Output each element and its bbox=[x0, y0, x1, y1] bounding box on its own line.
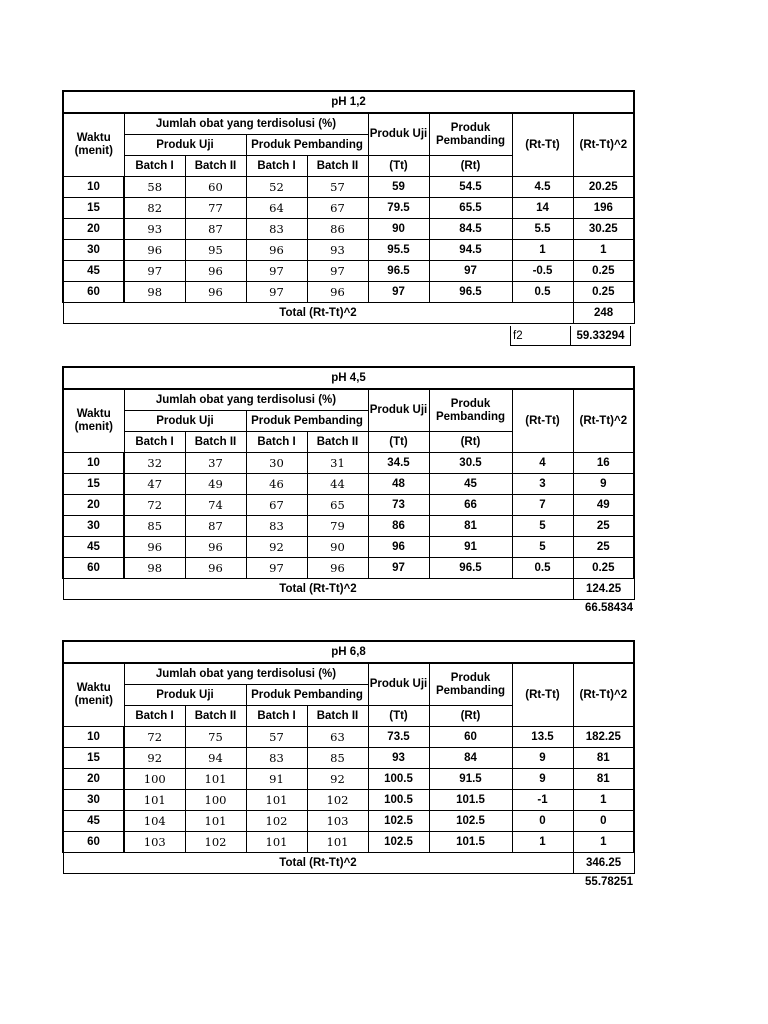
waktu-cell: 20 bbox=[63, 219, 124, 240]
dissolution-table bbox=[62, 90, 635, 324]
waktu-cell: 45 bbox=[63, 537, 124, 558]
rt-tt-cell: 0.5 bbox=[512, 558, 573, 579]
pembanding-batch-2-cell: 63 bbox=[307, 727, 368, 748]
uji-batch-2-cell: 87 bbox=[185, 219, 246, 240]
pembanding-batch-2-cell: 97 bbox=[307, 261, 368, 282]
f2-value: 55.78251 bbox=[585, 876, 633, 888]
waktu-cell: 15 bbox=[63, 198, 124, 219]
batch-2-header: Batch II bbox=[307, 156, 368, 177]
batch-1-header: Batch I bbox=[124, 156, 185, 177]
f2-value: 59.33294 bbox=[570, 326, 631, 346]
waktu-cell: 10 bbox=[63, 727, 124, 748]
pembanding-batch-2-cell: 44 bbox=[307, 474, 368, 495]
uji-batch-2-cell: 87 bbox=[185, 516, 246, 537]
pembanding-batch-2-cell: 65 bbox=[307, 495, 368, 516]
pembanding-batch-1-cell: 97 bbox=[246, 261, 307, 282]
uji-batch-1-cell: 32 bbox=[124, 453, 185, 474]
rt-tt-cell: 5.5 bbox=[512, 219, 573, 240]
rt-cell: 45 bbox=[429, 474, 512, 495]
uji-batch-1-cell: 103 bbox=[124, 832, 185, 853]
rt-tt-header: (Rt-Tt) bbox=[512, 389, 573, 453]
uji-batch-2-cell: 60 bbox=[185, 177, 246, 198]
table-row bbox=[63, 537, 634, 558]
pembanding-batch-1-cell: 52 bbox=[246, 177, 307, 198]
rt-cell: 101.5 bbox=[429, 832, 512, 853]
uji-batch-1-cell: 98 bbox=[124, 282, 185, 303]
table-ph-4-5 bbox=[62, 366, 633, 614]
f2-label: f2 bbox=[510, 326, 570, 346]
waktu-cell: 60 bbox=[63, 282, 124, 303]
produk-pembanding-header: Produk Pembanding bbox=[246, 135, 368, 156]
rt-tt-cell: -1 bbox=[512, 790, 573, 811]
uji-batch-2-cell: 77 bbox=[185, 198, 246, 219]
total-label: Total (Rt-Tt)^2 bbox=[63, 579, 573, 600]
pembanding-batch-1-cell: 91 bbox=[246, 769, 307, 790]
waktu-cell: 60 bbox=[63, 832, 124, 853]
rt-tt-cell: 1 bbox=[512, 240, 573, 261]
pembanding-batch-1-cell: 83 bbox=[246, 219, 307, 240]
rt-tt-sq-cell: 1 bbox=[573, 832, 634, 853]
tt-header: (Tt) bbox=[368, 706, 429, 727]
uji-batch-2-cell: 96 bbox=[185, 558, 246, 579]
rt-tt-header: (Rt-Tt) bbox=[512, 113, 573, 177]
tt-cell: 102.5 bbox=[368, 832, 429, 853]
rt-tt-sq-cell: 0.25 bbox=[573, 282, 634, 303]
table-title: pH 4,5 bbox=[63, 367, 634, 389]
waktu-cell: 45 bbox=[63, 811, 124, 832]
uji-batch-1-cell: 58 bbox=[124, 177, 185, 198]
rt-cell: 84 bbox=[429, 748, 512, 769]
rt-cell: 97 bbox=[429, 261, 512, 282]
pembanding-batch-2-cell: 67 bbox=[307, 198, 368, 219]
table-row bbox=[63, 727, 634, 748]
uji-batch-2-cell: 100 bbox=[185, 790, 246, 811]
rt-tt-sq-header: (Rt-Tt)^2 bbox=[573, 663, 634, 727]
rt-tt-cell: 13.5 bbox=[512, 727, 573, 748]
uji-batch-1-cell: 92 bbox=[124, 748, 185, 769]
table-row bbox=[63, 769, 634, 790]
pembanding-batch-2-cell: 102 bbox=[307, 790, 368, 811]
rt-tt-cell: 5 bbox=[512, 537, 573, 558]
pembanding-batch-2-cell: 101 bbox=[307, 832, 368, 853]
uji-batch-2-cell: 101 bbox=[185, 811, 246, 832]
uji-batch-1-cell: 96 bbox=[124, 240, 185, 261]
uji-batch-1-cell: 98 bbox=[124, 558, 185, 579]
produk-pembanding-col-header: Produk Pembanding bbox=[429, 389, 512, 432]
rt-tt-cell: 0.5 bbox=[512, 282, 573, 303]
produk-pembanding-col-header: Produk Pembanding bbox=[429, 663, 512, 706]
table-row bbox=[63, 453, 634, 474]
rt-tt-sq-cell: 30.25 bbox=[573, 219, 634, 240]
produk-pembanding-col-header: Produk Pembanding bbox=[429, 113, 512, 156]
jumlah-header: Jumlah obat yang terdisolusi (%) bbox=[124, 389, 368, 411]
pembanding-batch-1-cell: 97 bbox=[246, 282, 307, 303]
pembanding-batch-1-cell: 67 bbox=[246, 495, 307, 516]
waktu-cell: 30 bbox=[63, 790, 124, 811]
rt-tt-cell: 5 bbox=[512, 516, 573, 537]
pembanding-batch-1-cell: 46 bbox=[246, 474, 307, 495]
rt-header: (Rt) bbox=[429, 432, 512, 453]
total-value: 346.25 bbox=[573, 853, 634, 874]
waktu-cell: 30 bbox=[63, 516, 124, 537]
rt-cell: 102.5 bbox=[429, 811, 512, 832]
rt-tt-sq-header: (Rt-Tt)^2 bbox=[573, 389, 634, 453]
uji-batch-1-cell: 96 bbox=[124, 537, 185, 558]
uji-batch-2-cell: 102 bbox=[185, 832, 246, 853]
tt-cell: 100.5 bbox=[368, 769, 429, 790]
batch-2-header: Batch II bbox=[307, 432, 368, 453]
tt-header: (Tt) bbox=[368, 432, 429, 453]
dissolution-table bbox=[62, 640, 635, 874]
pembanding-batch-2-cell: 79 bbox=[307, 516, 368, 537]
uji-batch-1-cell: 72 bbox=[124, 495, 185, 516]
rt-cell: 66 bbox=[429, 495, 512, 516]
waktu-cell: 15 bbox=[63, 748, 124, 769]
tt-cell: 59 bbox=[368, 177, 429, 198]
batch-1-header: Batch I bbox=[124, 706, 185, 727]
waktu-cell: 30 bbox=[63, 240, 124, 261]
pembanding-batch-2-cell: 57 bbox=[307, 177, 368, 198]
rt-tt-cell: 1 bbox=[512, 832, 573, 853]
pembanding-batch-1-cell: 101 bbox=[246, 790, 307, 811]
rt-tt-sq-cell: 0.25 bbox=[573, 261, 634, 282]
rt-cell: 94.5 bbox=[429, 240, 512, 261]
uji-batch-2-cell: 75 bbox=[185, 727, 246, 748]
rt-tt-sq-cell: 16 bbox=[573, 453, 634, 474]
rt-tt-sq-cell: 81 bbox=[573, 769, 634, 790]
uji-batch-2-cell: 37 bbox=[185, 453, 246, 474]
rt-tt-cell: 9 bbox=[512, 748, 573, 769]
table-row bbox=[63, 495, 634, 516]
table-row bbox=[63, 748, 634, 769]
table-row bbox=[63, 198, 634, 219]
rt-tt-sq-cell: 9 bbox=[573, 474, 634, 495]
rt-cell: 91.5 bbox=[429, 769, 512, 790]
uji-batch-1-cell: 100 bbox=[124, 769, 185, 790]
uji-batch-2-cell: 96 bbox=[185, 261, 246, 282]
tt-cell: 100.5 bbox=[368, 790, 429, 811]
waktu-cell: 45 bbox=[63, 261, 124, 282]
table-row bbox=[63, 240, 634, 261]
pembanding-batch-2-cell: 85 bbox=[307, 748, 368, 769]
uji-batch-1-cell: 72 bbox=[124, 727, 185, 748]
batch-2-header: Batch II bbox=[185, 432, 246, 453]
uji-batch-1-cell: 85 bbox=[124, 516, 185, 537]
waktu-cell: 20 bbox=[63, 495, 124, 516]
rt-tt-cell: 14 bbox=[512, 198, 573, 219]
tt-cell: 97 bbox=[368, 558, 429, 579]
rt-header: (Rt) bbox=[429, 156, 512, 177]
total-value: 124.25 bbox=[573, 579, 634, 600]
rt-cell: 54.5 bbox=[429, 177, 512, 198]
waktu-header: Waktu (menit) bbox=[63, 663, 124, 727]
tt-cell: 79.5 bbox=[368, 198, 429, 219]
rt-tt-sq-cell: 20.25 bbox=[573, 177, 634, 198]
rt-cell: 60 bbox=[429, 727, 512, 748]
uji-batch-1-cell: 97 bbox=[124, 261, 185, 282]
uji-batch-2-cell: 101 bbox=[185, 769, 246, 790]
total-label: Total (Rt-Tt)^2 bbox=[63, 853, 573, 874]
pembanding-batch-1-cell: 83 bbox=[246, 748, 307, 769]
total-label: Total (Rt-Tt)^2 bbox=[63, 303, 573, 324]
rt-tt-cell: -0.5 bbox=[512, 261, 573, 282]
batch-1-header: Batch I bbox=[124, 432, 185, 453]
pembanding-batch-2-cell: 92 bbox=[307, 769, 368, 790]
rt-tt-sq-cell: 0 bbox=[573, 811, 634, 832]
tt-header: (Tt) bbox=[368, 156, 429, 177]
uji-batch-2-cell: 49 bbox=[185, 474, 246, 495]
produk-pembanding-header: Produk Pembanding bbox=[246, 685, 368, 706]
produk-uji-col-header: Produk Uji bbox=[368, 113, 429, 156]
pembanding-batch-2-cell: 86 bbox=[307, 219, 368, 240]
rt-cell: 84.5 bbox=[429, 219, 512, 240]
waktu-cell: 10 bbox=[63, 177, 124, 198]
rt-tt-cell: 4 bbox=[512, 453, 573, 474]
table-row bbox=[63, 811, 634, 832]
table-ph-1-2 bbox=[62, 90, 633, 342]
rt-tt-sq-cell: 0.25 bbox=[573, 558, 634, 579]
rt-tt-sq-cell: 49 bbox=[573, 495, 634, 516]
pembanding-batch-1-cell: 57 bbox=[246, 727, 307, 748]
pembanding-batch-1-cell: 30 bbox=[246, 453, 307, 474]
tt-cell: 90 bbox=[368, 219, 429, 240]
batch-1-header: Batch I bbox=[246, 706, 307, 727]
tt-cell: 97 bbox=[368, 282, 429, 303]
tt-cell: 34.5 bbox=[368, 453, 429, 474]
total-value: 248 bbox=[573, 303, 634, 324]
batch-1-header: Batch I bbox=[246, 156, 307, 177]
rt-tt-sq-cell: 25 bbox=[573, 516, 634, 537]
rt-tt-sq-cell: 182.25 bbox=[573, 727, 634, 748]
uji-batch-1-cell: 93 bbox=[124, 219, 185, 240]
rt-cell: 101.5 bbox=[429, 790, 512, 811]
tt-cell: 48 bbox=[368, 474, 429, 495]
pembanding-batch-1-cell: 102 bbox=[246, 811, 307, 832]
table-row bbox=[63, 282, 634, 303]
rt-tt-cell: 0 bbox=[512, 811, 573, 832]
uji-batch-1-cell: 82 bbox=[124, 198, 185, 219]
table-row bbox=[63, 832, 634, 853]
tt-cell: 73 bbox=[368, 495, 429, 516]
uji-batch-2-cell: 95 bbox=[185, 240, 246, 261]
uji-batch-1-cell: 101 bbox=[124, 790, 185, 811]
rt-cell: 96.5 bbox=[429, 558, 512, 579]
produk-uji-header: Produk Uji bbox=[124, 685, 246, 706]
rt-header: (Rt) bbox=[429, 706, 512, 727]
rt-cell: 96.5 bbox=[429, 282, 512, 303]
produk-uji-col-header: Produk Uji bbox=[368, 663, 429, 706]
dissolution-table bbox=[62, 366, 635, 600]
table-row bbox=[63, 790, 634, 811]
rt-tt-sq-cell: 25 bbox=[573, 537, 634, 558]
rt-tt-sq-header: (Rt-Tt)^2 bbox=[573, 113, 634, 177]
table-title: pH 6,8 bbox=[63, 641, 634, 663]
pembanding-batch-2-cell: 93 bbox=[307, 240, 368, 261]
rt-tt-header: (Rt-Tt) bbox=[512, 663, 573, 727]
uji-batch-2-cell: 96 bbox=[185, 282, 246, 303]
f2-row bbox=[510, 326, 633, 346]
rt-tt-sq-cell: 81 bbox=[573, 748, 634, 769]
rt-tt-sq-cell: 1 bbox=[573, 790, 634, 811]
rt-tt-sq-cell: 196 bbox=[573, 198, 634, 219]
tt-cell: 102.5 bbox=[368, 811, 429, 832]
waktu-cell: 20 bbox=[63, 769, 124, 790]
pembanding-batch-1-cell: 101 bbox=[246, 832, 307, 853]
rt-cell: 91 bbox=[429, 537, 512, 558]
uji-batch-1-cell: 104 bbox=[124, 811, 185, 832]
tt-cell: 96.5 bbox=[368, 261, 429, 282]
pembanding-batch-1-cell: 92 bbox=[246, 537, 307, 558]
tt-cell: 73.5 bbox=[368, 727, 429, 748]
pembanding-batch-1-cell: 97 bbox=[246, 558, 307, 579]
produk-pembanding-header: Produk Pembanding bbox=[246, 411, 368, 432]
table-ph-6-8 bbox=[62, 640, 633, 888]
batch-2-header: Batch II bbox=[185, 706, 246, 727]
waktu-header: Waktu (menit) bbox=[63, 389, 124, 453]
waktu-cell: 10 bbox=[63, 453, 124, 474]
pembanding-batch-2-cell: 90 bbox=[307, 537, 368, 558]
rt-cell: 30.5 bbox=[429, 453, 512, 474]
uji-batch-2-cell: 96 bbox=[185, 537, 246, 558]
pembanding-batch-1-cell: 96 bbox=[246, 240, 307, 261]
rt-cell: 65.5 bbox=[429, 198, 512, 219]
batch-1-header: Batch I bbox=[246, 432, 307, 453]
batch-2-header: Batch II bbox=[307, 706, 368, 727]
pembanding-batch-2-cell: 96 bbox=[307, 558, 368, 579]
pembanding-batch-2-cell: 31 bbox=[307, 453, 368, 474]
rt-tt-cell: 3 bbox=[512, 474, 573, 495]
tt-cell: 95.5 bbox=[368, 240, 429, 261]
pembanding-batch-2-cell: 103 bbox=[307, 811, 368, 832]
jumlah-header: Jumlah obat yang terdisolusi (%) bbox=[124, 113, 368, 135]
tt-cell: 86 bbox=[368, 516, 429, 537]
produk-uji-col-header: Produk Uji bbox=[368, 389, 429, 432]
produk-uji-header: Produk Uji bbox=[124, 411, 246, 432]
uji-batch-2-cell: 94 bbox=[185, 748, 246, 769]
rt-tt-cell: 7 bbox=[512, 495, 573, 516]
tt-cell: 96 bbox=[368, 537, 429, 558]
waktu-header: Waktu (menit) bbox=[63, 113, 124, 177]
rt-tt-cell: 4.5 bbox=[512, 177, 573, 198]
rt-tt-sq-cell: 1 bbox=[573, 240, 634, 261]
pembanding-batch-1-cell: 83 bbox=[246, 516, 307, 537]
table-row bbox=[63, 558, 634, 579]
pembanding-batch-2-cell: 96 bbox=[307, 282, 368, 303]
uji-batch-1-cell: 47 bbox=[124, 474, 185, 495]
rt-cell: 81 bbox=[429, 516, 512, 537]
table-row bbox=[63, 219, 634, 240]
table-row bbox=[63, 177, 634, 198]
table-title: pH 1,2 bbox=[63, 91, 634, 113]
f2-value: 66.58434 bbox=[585, 602, 633, 614]
table-row bbox=[63, 516, 634, 537]
table-row bbox=[63, 261, 634, 282]
waktu-cell: 15 bbox=[63, 474, 124, 495]
rt-tt-cell: 9 bbox=[512, 769, 573, 790]
table-row bbox=[63, 474, 634, 495]
uji-batch-2-cell: 74 bbox=[185, 495, 246, 516]
produk-uji-header: Produk Uji bbox=[124, 135, 246, 156]
tt-cell: 93 bbox=[368, 748, 429, 769]
waktu-cell: 60 bbox=[63, 558, 124, 579]
batch-2-header: Batch II bbox=[185, 156, 246, 177]
pembanding-batch-1-cell: 64 bbox=[246, 198, 307, 219]
jumlah-header: Jumlah obat yang terdisolusi (%) bbox=[124, 663, 368, 685]
